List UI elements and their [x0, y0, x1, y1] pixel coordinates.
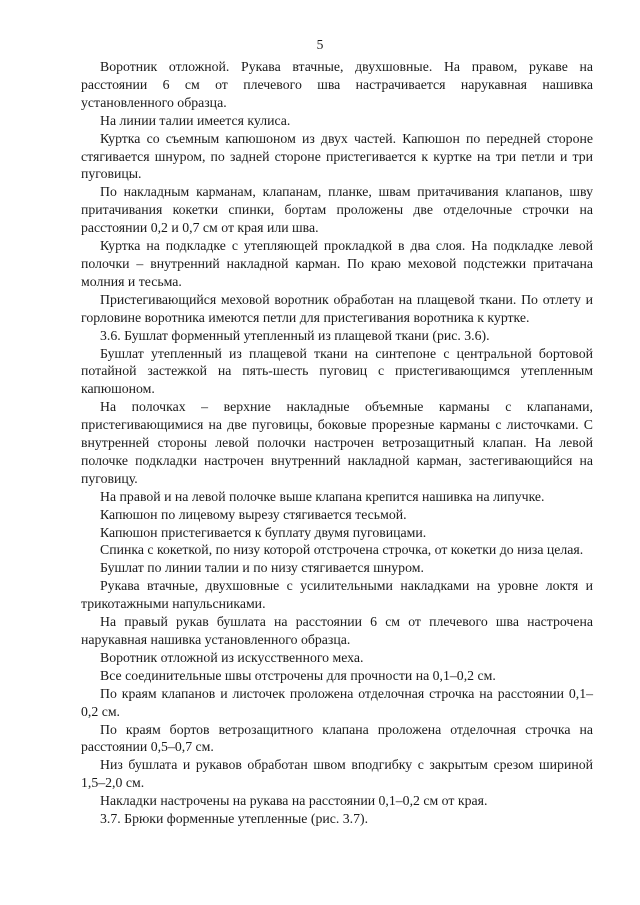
- page-number: 5: [316, 37, 324, 52]
- paragraph: Воротник отложной из искусственного меха.: [100, 649, 364, 665]
- paragraph: По накладным карманам, клапанам, планке, швам притачивания клапанов, шву притачивания кокетки спинки, бортам проложены две отделочные строчки на расстоянии 0,2 и 0,7 см от края или шва.: [81, 184, 593, 236]
- paragraph: Спинка с кокеткой, по низу которой отстрочена строчка, от кокетки до низа целая.: [100, 542, 584, 558]
- paragraph: По краям бортов ветрозащитного клапана проложена отделочная строчка на расстоянии 0,5–0,7 см.: [81, 721, 593, 755]
- paragraph: Бушлат по линии талии и по низу стягивается шнуром.: [100, 560, 424, 576]
- paragraph: На полочках – верхние накладные объемные карманы с клапанами, пристегивающимися на две пуговицы, боковые прорезные карманы с листочками. С внутренней стороны левой полочки настрочен ветрозащитный клапан. На левой полочке подкладки настрочен внутренний накладной карман, застегивающийся на пуговицу.: [81, 399, 593, 486]
- paragraph: Капюшон по лицевому вырезу стягивается тесьмой.: [100, 506, 407, 522]
- paragraph: Накладки настрочены на рукава на расстоянии 0,1–0,2 см от края.: [100, 793, 488, 809]
- page-body: [81, 58, 593, 828]
- paragraph: Рукава втачные, двухшовные с усилительными накладками на уровне локтя и трикотажными напульсниками.: [81, 578, 593, 612]
- paragraph: Воротник отложной. Рукава втачные, двухшовные. На правом, рукаве на расстоянии 6 см от плечевого шва настрачивается нарукавная нашивка установленного образца.: [81, 59, 593, 110]
- paragraph: На правой и на левой полочке выше клапана крепится нашивка на липучке.: [100, 488, 545, 504]
- paragraph: На линии талии имеется кулиса.: [100, 112, 291, 128]
- paragraph: Бушлат утепленный из плащевой ткани на синтепоне с центральной бортовой потайной застежкой на пять-шесть пуговиц с пристегивающимся утепленным капюшоном.: [81, 345, 593, 397]
- paragraph: Куртка со съемным капюшоном из двух частей. Капюшон по передней стороне стягивается шнуром, по задней стороне пристегивается к куртке на три петли и три пуговицы.: [81, 130, 593, 182]
- paragraph: Пристегивающийся меховой воротник обработан на плащевой ткани. По отлету и горловине воротника имеются петли для пристегивания воротника к куртке.: [81, 291, 593, 325]
- paragraph: На правый рукав бушлата на расстоянии 6 см от плечевого шва настрочена нарукавная нашивка установленного образца.: [81, 614, 593, 647]
- paragraph: Капюшон пристегивается к буплату двумя пуговицами.: [100, 524, 427, 540]
- paragraph: Низ бушлата и рукавов обработан швом вподгибку с закрытым срезом шириной 1,5–2,0 см.: [81, 757, 593, 791]
- section-heading: 3.7. Брюки форменные утепленные (рис. 3.7).: [100, 811, 369, 827]
- section-heading: 3.6. Бушлат форменный утепленный из плащевой ткани (рис. 3.6).: [100, 327, 490, 343]
- paragraph: Куртка на подкладке с утепляющей прокладкой в два слоя. На подкладке левой полочки – внутренний накладной карман. По краю меховой подстежки притачана молния и тесьма.: [81, 238, 593, 289]
- paragraph: По краям клапанов и листочек проложена отделочная строчка на расстоянии 0,1–0,2 см.: [81, 685, 593, 719]
- paragraph: Все соединительные швы отстрочены для прочности на 0,1–0,2 см.: [100, 667, 496, 683]
